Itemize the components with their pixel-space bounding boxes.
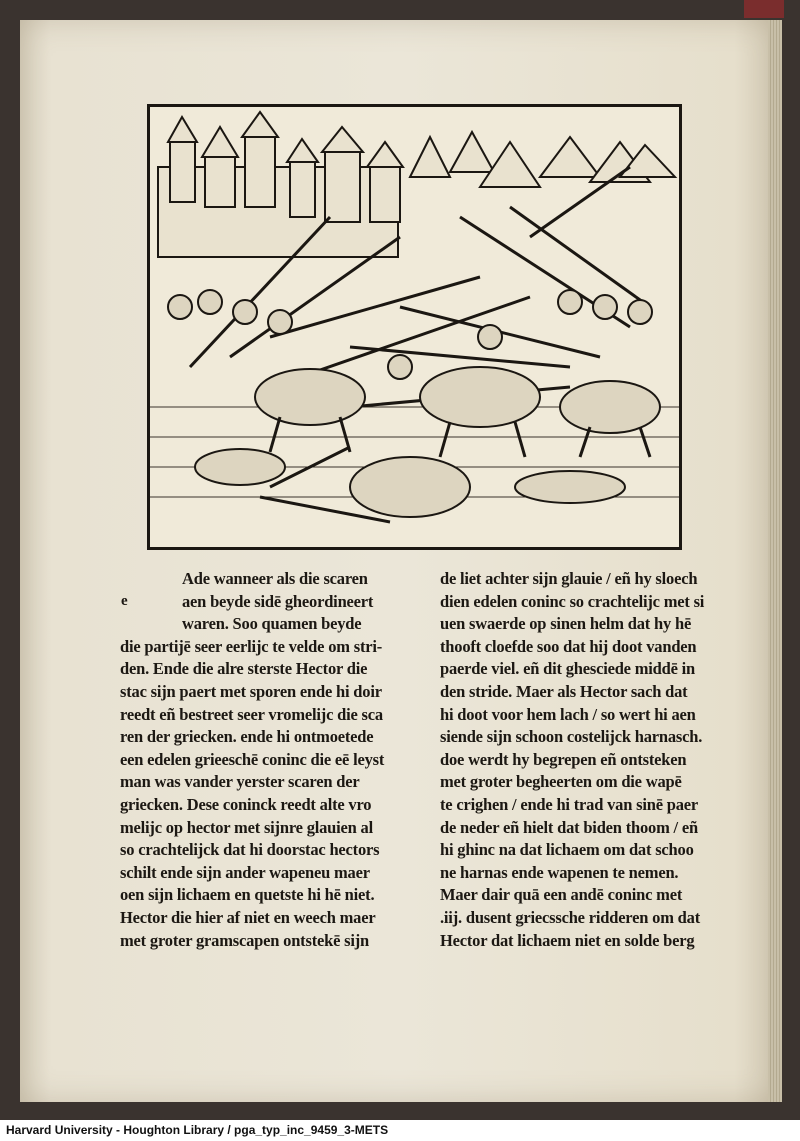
text-line: ne harnas ende wapenen te nemen. (440, 862, 679, 882)
attribution-footer: Harvard University - Houghton Library / pga_typ_inc_9459_3-METS (0, 1120, 800, 1141)
text-line: schilt ende sijn ander wapeneu maer (120, 862, 370, 882)
text-line: hi doot voor hem lach / so wert hi aen (440, 704, 696, 724)
text-column-right (440, 568, 730, 952)
text-line: doe werdt hy begrepen eñ ontsteken (440, 749, 687, 769)
text-line: paerde viel. eñ dit ghesciede middē in (440, 659, 696, 679)
text-line: so crachtelijck dat hi doorstac hectors (120, 840, 380, 860)
text-line: man was vander yerster scaren der (120, 772, 360, 792)
text-line: Hector die hier af niet en weech maer (120, 907, 376, 927)
text-line: Ade wanneer als die scaren (182, 569, 368, 588)
text-line: met groter gramscapen ontstekē sijn (120, 930, 370, 950)
text-column-left (120, 568, 420, 952)
text-line: waren. Soo quamen beyde (182, 614, 362, 634)
woodcut-battle-scene (147, 104, 682, 550)
text-line: thooft cloefde soo dat hij doot vanden (440, 636, 697, 656)
text-line: dien edelen coninc so crachtelijc met si (440, 591, 705, 611)
text-line: oen sijn lichaem en quetste hi hē niet. (120, 885, 375, 905)
text-line: den stride. Maer als Hector sach dat (440, 681, 688, 701)
text-line: siende sijn schoon costelijck harnasch. (440, 727, 703, 747)
text-line: met groter begheerten om die wapē (440, 772, 682, 792)
text-line: de liet achter sijn glauie / eñ hy sloech (440, 569, 698, 588)
text-line: de neder eñ hielt dat biden thoom / eñ (440, 817, 698, 837)
text-line: hi ghinc na dat lichaem om dat schoo (440, 840, 694, 860)
text-line: .iij. dusent griecssche ridderen om dat (440, 907, 701, 927)
page-edge (768, 20, 782, 1102)
text-line: den. Ende die alre sterste Hector die (120, 659, 368, 679)
bookmark-ribbon (744, 0, 784, 18)
text-line: melijc op hector met sijnre glauien al (120, 817, 373, 837)
text-line: een edelen grieeschē coninc die eē leyst (120, 749, 385, 769)
text-line: griecken. Dese coninck reedt alte vro (120, 794, 372, 814)
text-line: te crighen / ende hi trad van sinē paer (440, 794, 699, 814)
text-line: Maer dair quā een andē coninc met (440, 885, 683, 905)
guide-letter: e (121, 593, 128, 609)
text-line: stac sijn paert met sporen ende hi doir (120, 681, 382, 701)
text-line: ren der griecken. ende hi ontmoetede (120, 727, 374, 747)
text-line: Hector dat lichaem niet en solde berg (440, 930, 695, 950)
text-line: uen swaerde op sinen helm dat hy hē (440, 614, 692, 634)
text-line: die partijē seer eerlijc te velde om stri- (120, 636, 383, 656)
text-line: aen beyde sidē gheordineert (182, 591, 374, 611)
text-line: reedt eñ bestreet seer vromelijc die sca (120, 704, 383, 724)
